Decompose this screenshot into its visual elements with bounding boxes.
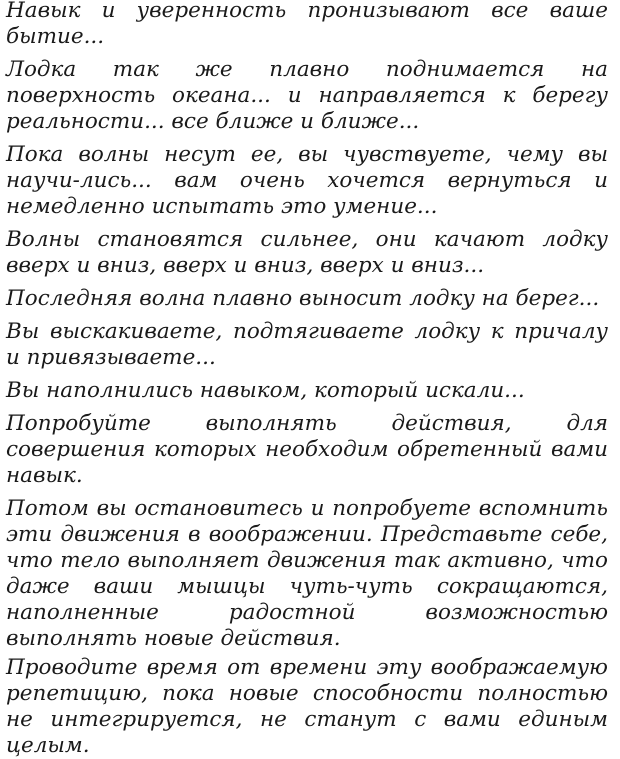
paragraph-8: Попробуйте выполнять действия, для совершения которых необходим обретенный вами навык. xyxy=(6,411,608,488)
paragraph-4: Волны становятся сильнее, они качают лодку вверх и вниз, вверх и вниз, вверх и вниз... xyxy=(6,227,608,278)
paragraph-1: Навык и уверенность пронизывают все ваше бытие... xyxy=(6,0,608,49)
paragraph-6: Вы выскакиваете, подтягиваете лодку к причалу и привязываете... xyxy=(6,319,608,370)
paragraph-2: Лодка так же плавно поднимается на поверхность океана... и направляется к берегу реальности... все ближе и ближе... xyxy=(6,57,608,134)
paragraph-7: Вы наполнились навыком, который искали... xyxy=(6,378,525,403)
paragraph-10: Проводите время от времени эту воображаемую репетицию, пока новые способности полностью не интегрируется, не станут с вами единым целым. xyxy=(6,655,608,758)
paragraph-5: Последняя волна плавно выносит лодку на берег... xyxy=(6,286,600,311)
paragraph-3: Пока волны несут ее, вы чувствуете, чему вы научи-лись... вам очень хочется вернуться и немедленно испытать это умение... xyxy=(6,142,608,219)
paragraph-9: Потом вы остановитесь и попробуете вспомнить эти движения в воображении. Представьте себе, что тело выполняет движения так активно, что даже ваши мышцы чуть-чуть сокращаются, наполненные радостной возможностью выполнять новые действия. xyxy=(6,496,608,651)
